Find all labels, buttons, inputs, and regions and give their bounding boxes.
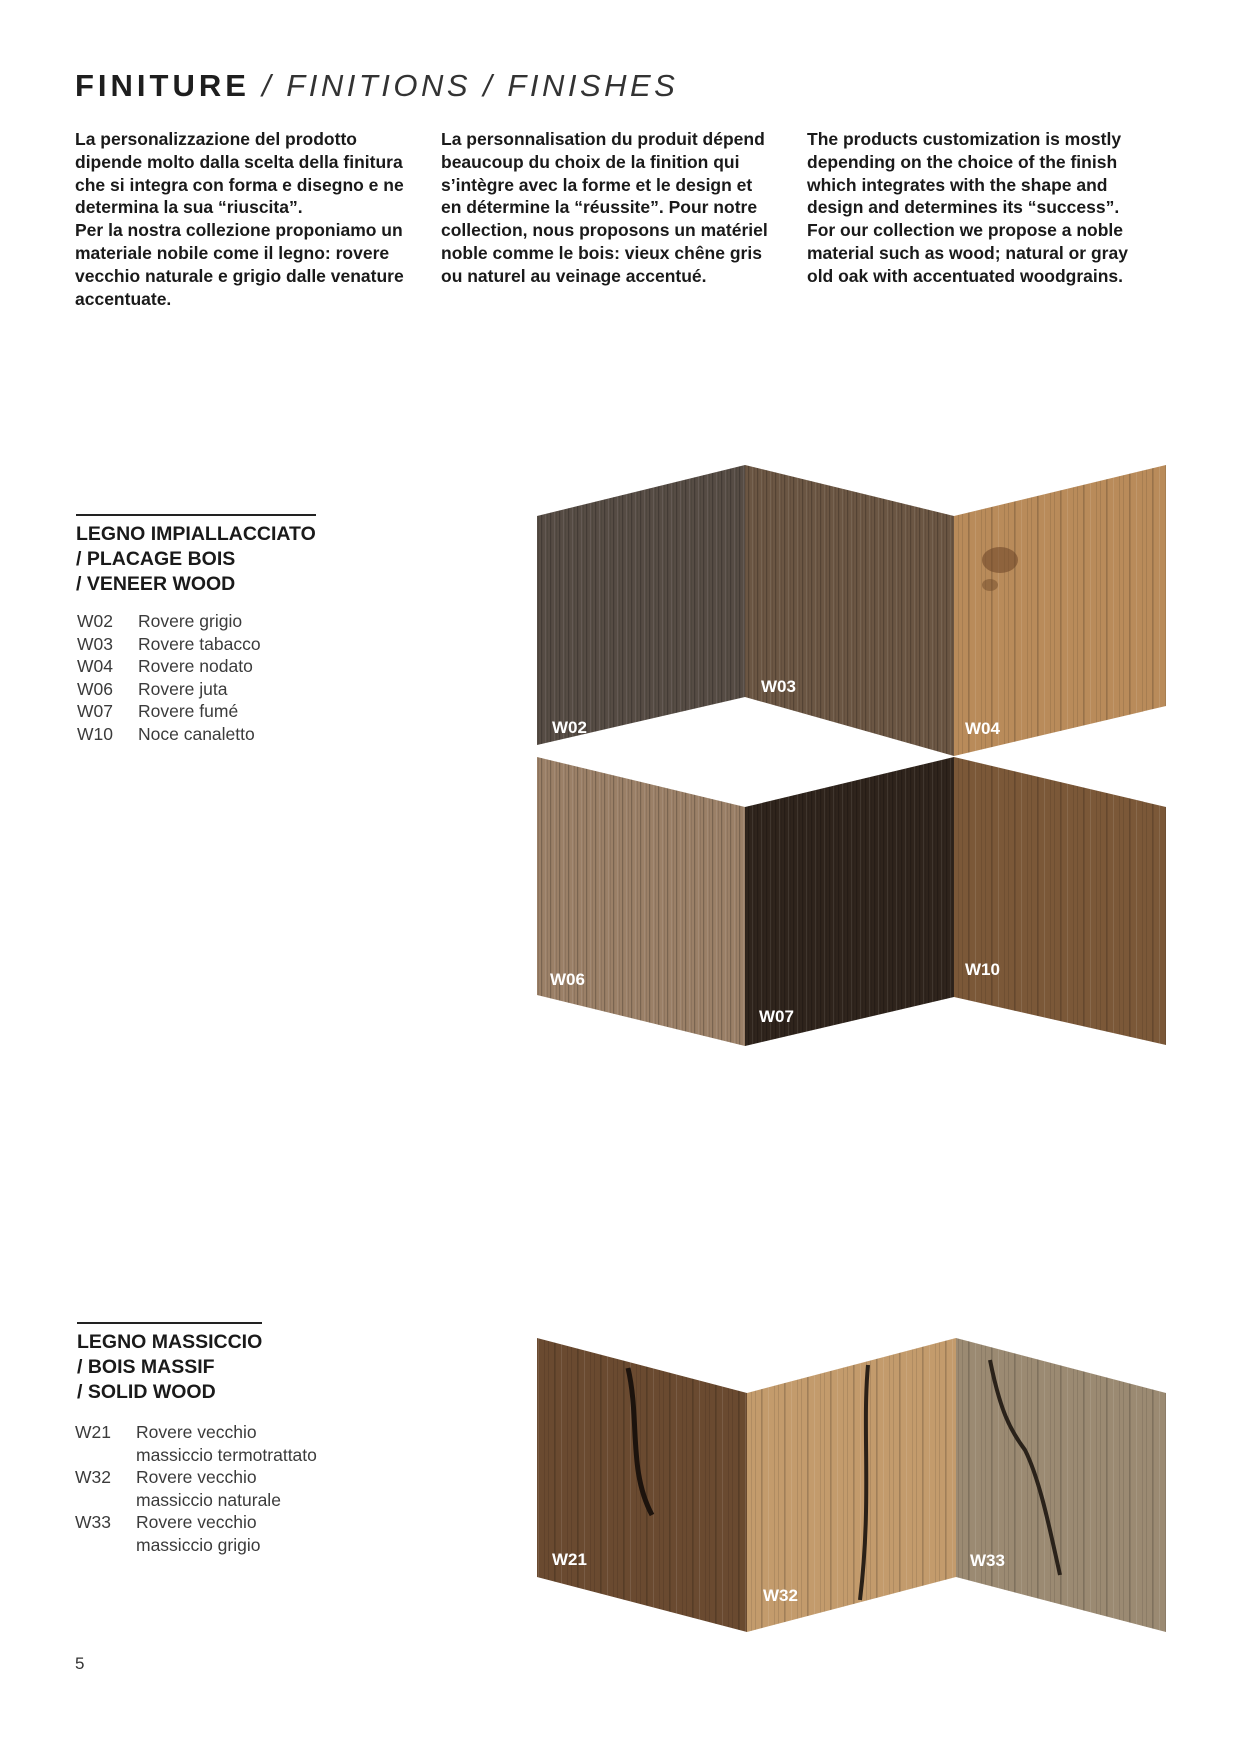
svg-text:W10: W10 [965, 960, 1000, 979]
list-item: W10 Noce canaletto [77, 723, 255, 744]
list-item: W04 Rovere nodato [77, 656, 253, 677]
wood-knot [982, 579, 998, 591]
list-item: W02 Rovere grigio [77, 611, 243, 631]
list-item: W03 Rovere tabacco [77, 633, 261, 654]
svg-text:W07: W07 [759, 1007, 794, 1026]
intro-english: The products customization is mostly depending on the choice of the finish which integrates with the shape and design and determines its “success”. For our collection we propose a noble material such as wood; natural or gray old oak with accentuated woodgrains. [807, 129, 1128, 286]
swatch-w07 [745, 757, 954, 1046]
swatch-w02 [537, 465, 745, 745]
svg-text:W02: W02 [552, 718, 587, 737]
intro-italian: La personalizzazione del prodotto dipende molto dalla scelta della finitura che si integra con forma e disegno e ne determina la sua “riuscita”. Per la nostra collezione proponiamo un materiale nobile come il legno: rovere vecchio naturale e grigio dalle venature accentuate. [75, 129, 404, 309]
swatch-w04 [954, 465, 1166, 756]
swatch-w32 [747, 1338, 956, 1632]
swatch-w06 [537, 757, 745, 1046]
svg-text:W03: W03 [761, 677, 796, 696]
list-item: W21 Rovere vecchio [75, 1422, 257, 1442]
svg-text:W04: W04 [965, 719, 1000, 738]
svg-text:W06: W06 [550, 970, 585, 989]
page-number: 5 [75, 1654, 85, 1673]
swatch-w33 [956, 1338, 1166, 1632]
svg-text:W32: W32 [763, 1586, 798, 1605]
veneer-section-title: LEGNO IMPIALLACCIATO / PLACAGE BOIS / VENEER WOOD [76, 514, 316, 597]
page-title: FINITURE / FINITIONS / FINISHES [75, 68, 679, 103]
solid-section-title: LEGNO MASSICCIO / BOIS MASSIF / SOLID WOOD [77, 1322, 262, 1405]
list-item: W32 Rovere vecchio [75, 1467, 257, 1488]
svg-text:W21: W21 [552, 1550, 587, 1569]
swatch-w10 [954, 757, 1166, 1045]
intro-french: La personnalisation du produit dépend beaucoup du choix de la finition qui s’intègre avec la forme et le design et en détermine la “réussite”. Pour notre collection, nous proposons un matériel noble comme le bois: vieux chêne gris ou naturel au veinage accentué. [441, 129, 768, 286]
list-item: W07 Rovere fumé [77, 701, 239, 722]
wood-knot [982, 547, 1018, 573]
list-item: W06 Rovere juta [77, 678, 228, 699]
swatch-w21 [537, 1338, 747, 1632]
svg-text:W33: W33 [970, 1551, 1005, 1570]
list-item: W33 Rovere vecchio [75, 1512, 257, 1533]
swatch-w03 [745, 465, 954, 756]
solid-finish-list: W21 Rovere vecchio massiccio termotrattato W32 Rovere vecchio massiccio naturale W33 Rovere vecchio massiccio grigio [75, 1422, 317, 1555]
